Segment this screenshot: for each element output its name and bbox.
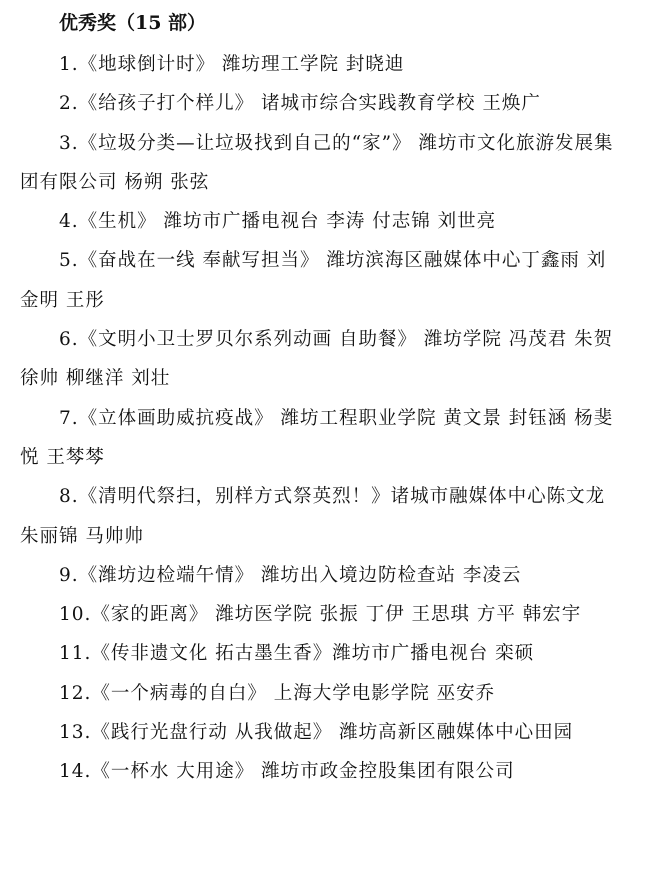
award-entry: 9.《潍坊边检端午情》 潍坊出入境边防检查站 李凌云 xyxy=(59,564,522,586)
award-entry: 6.《文明小卫士罗贝尔系列动画 自助餐》 潍坊学院 冯茂君 朱贺 徐帅 柳继洋 刘壮 xyxy=(20,329,614,390)
award-entry: 3.《垃圾分类—让垃圾找到自己的“家”》 潍坊市文化旅游发展集团有限公司 杨朔 张弦 xyxy=(20,132,614,193)
award-entry: 11.《传非遗文化 拓古墨生香》潍坊市广播电视台 栾硕 xyxy=(59,643,535,665)
award-entry: 8.《清明代祭扫，别样方式祭英烈！》诸城市融媒体中心陈文龙 朱丽锦 马帅帅 xyxy=(20,486,606,547)
award-entry: 14.《一杯水 大用途》 潍坊市政金控股集团有限公司 xyxy=(59,761,515,783)
award-entry: 1.《地球倒计时》 潍坊理工学院 封晓迪 xyxy=(59,54,405,75)
award-list xyxy=(20,45,620,792)
award-entry: 5.《奋战在一线 奉献写担当》 潍坊滨海区融媒体中心丁鑫雨 刘金明 王彤 xyxy=(20,250,607,311)
section-heading: 优秀奖（15 部） xyxy=(59,12,207,34)
award-entry: 4.《生机》 潍坊市广播电视台 李涛 付志锦 刘世亮 xyxy=(59,211,497,233)
award-entry: 2.《给孩子打个样儿》 诸城市综合实践教育学校 王焕广 xyxy=(59,93,541,115)
award-entry: 12.《一个病毒的自白》 上海大学电影学院 巫安乔 xyxy=(59,682,496,704)
award-entry: 13.《践行光盘行动 从我做起》 潍坊高新区融媒体中心田园 xyxy=(59,722,574,744)
award-entry: 7.《立体画助威抗疫战》 潍坊工程职业学院 黄文景 封钰涵 杨斐悦 王棽棽 xyxy=(20,407,614,468)
award-entry: 10.《家的距离》 潍坊医学院 张振 丁伊 王思琪 方平 韩宏宇 xyxy=(59,604,582,626)
